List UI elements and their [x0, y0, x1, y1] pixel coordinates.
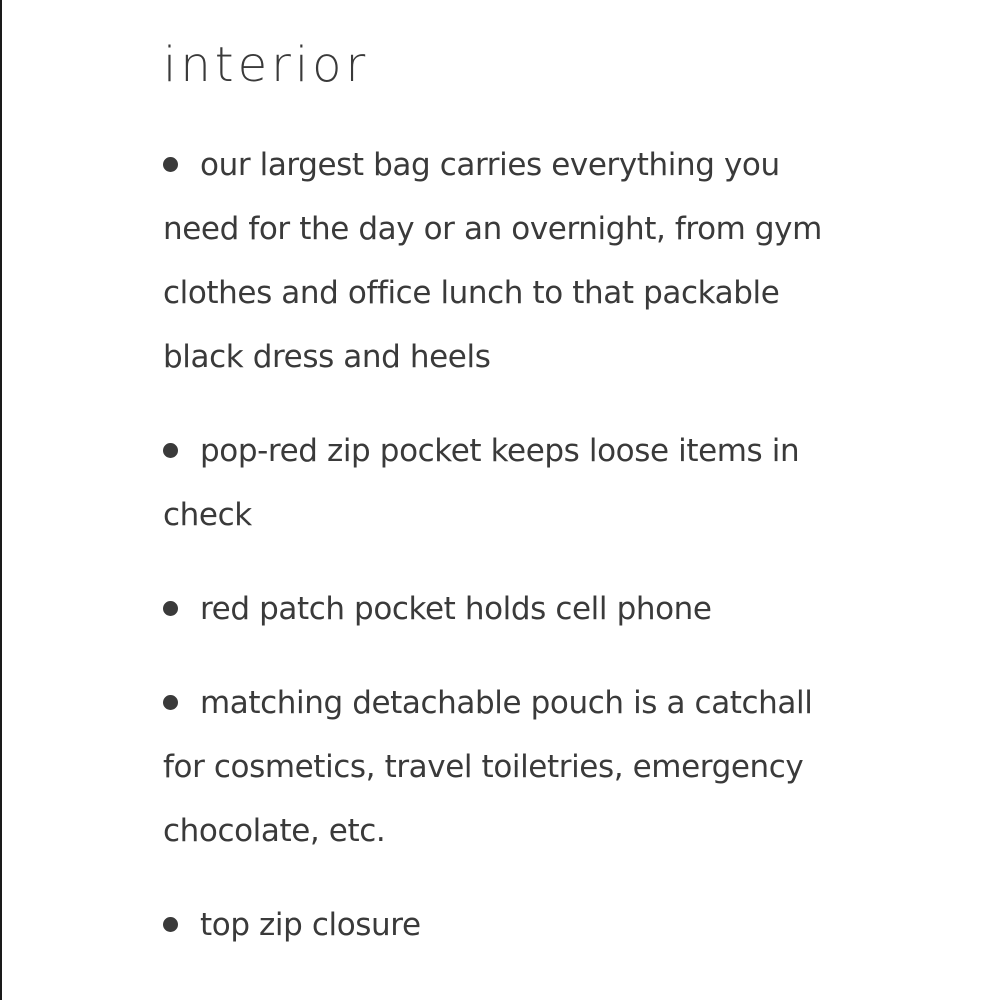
feature-text: pop-red zip pocket keeps loose items in check: [163, 433, 800, 533]
feature-item-zip-pocket: [163, 419, 863, 547]
bullet-dot-icon: [163, 695, 178, 710]
interior-section: [163, 33, 863, 987]
bullet-dot-icon: [163, 157, 178, 172]
section-title: interior: [163, 37, 370, 93]
feature-item-patch-pocket: [163, 577, 863, 641]
feature-item-largest-bag: [163, 133, 863, 389]
feature-text: red patch pocket holds cell phone: [200, 591, 712, 627]
feature-text: matching detachable pouch is a catchall for cosmetics, travel toiletries, emergency chocolate, etc.: [163, 685, 813, 849]
feature-text: our largest bag carries everything you need for the day or an overnight, from gym clothes and office lunch to that packable black dress and heels: [163, 147, 822, 375]
bullet-dot-icon: [163, 443, 178, 458]
feature-item-detachable-pouch: [163, 671, 863, 863]
bullet-dot-icon: [163, 917, 178, 932]
bullet-dot-icon: [163, 601, 178, 616]
feature-list: [163, 133, 863, 957]
feature-item-zip-closure: [163, 893, 863, 957]
left-edge-rule: [0, 0, 2, 1000]
feature-text: top zip closure: [200, 907, 421, 943]
